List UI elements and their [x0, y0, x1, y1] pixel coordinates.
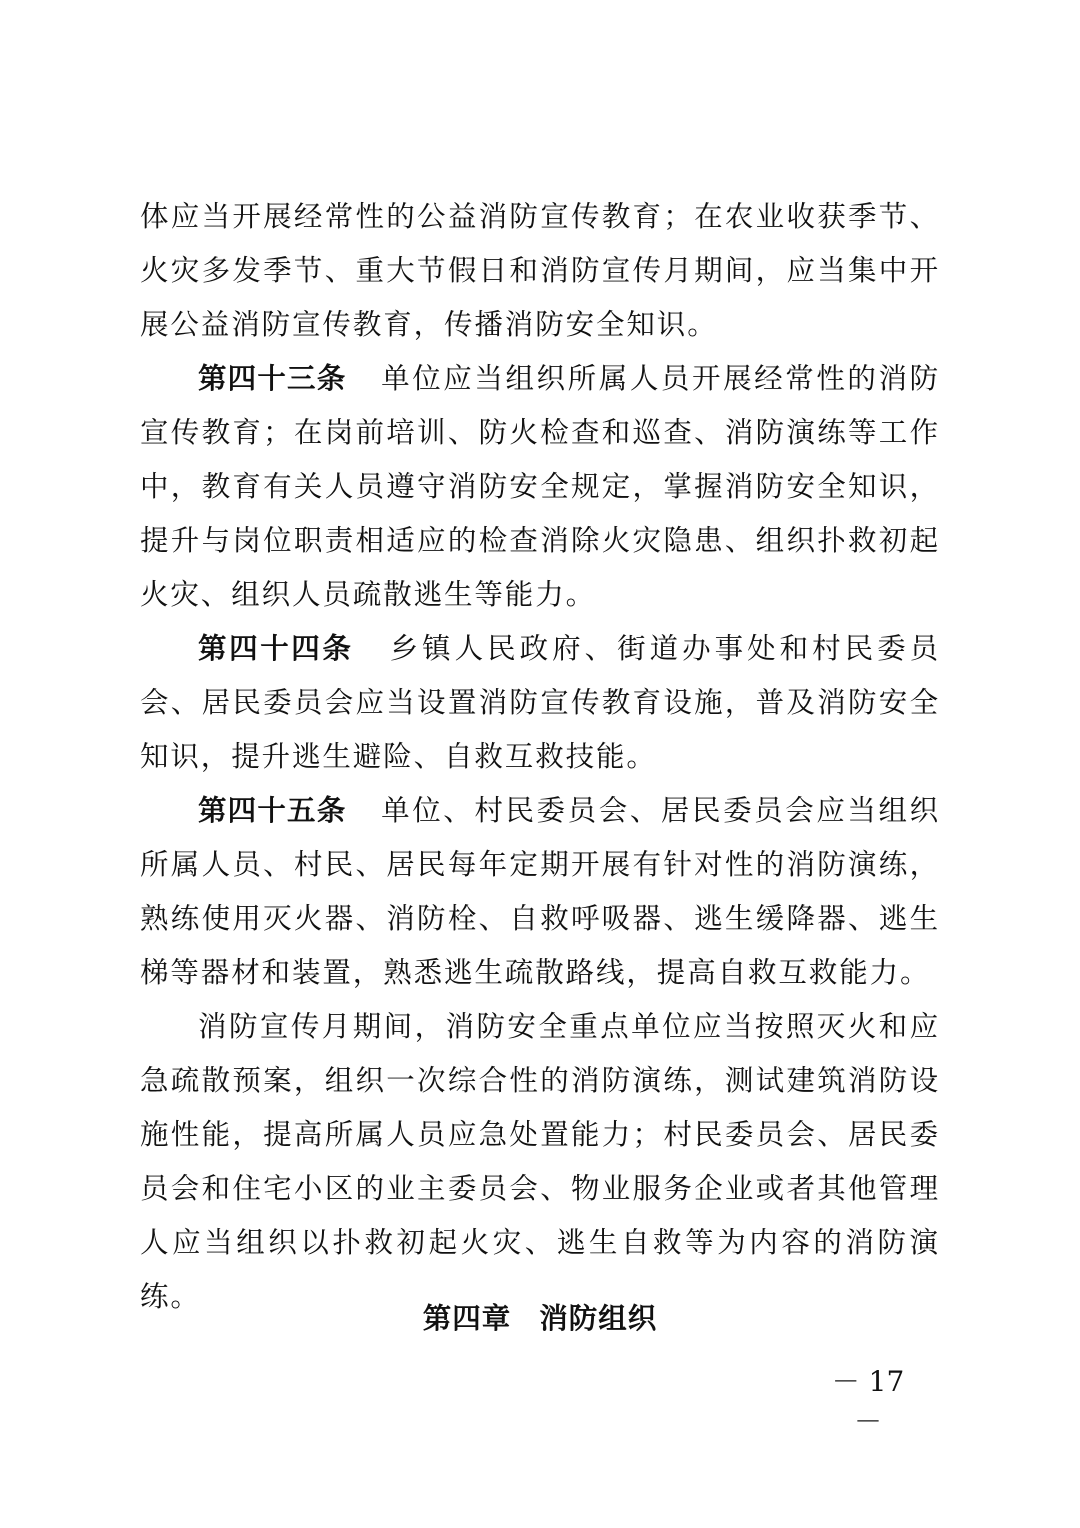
chapter-number: 第四章	[422, 1302, 512, 1335]
paragraph-continued	[140, 190, 940, 352]
paragraph-text: 单位应当组织所属人员开展经常性的消防宣传教育；在岗前培训、防火检查和巡查、消防演练等工作中，教育有关人员遵守消防安全规定，掌握消防安全知识，提升与岗位职责相适应的检查消除火灾隐患、组织扑救初起火灾、组织人员疏散逃生等能力。	[140, 362, 940, 611]
article-number: 第四十五条	[198, 794, 347, 827]
chapter-heading	[0, 1296, 1080, 1337]
article-44	[140, 622, 940, 784]
article-45-paragraph-2	[140, 1000, 940, 1324]
article-number: 第四十四条	[198, 632, 354, 665]
article-45	[140, 784, 940, 1000]
paragraph-text: 单位、村民委员会、居民委员会应当组织所属人员、村民、居民每年定期开展有针对性的消防演练，熟练使用灭火器、消防栓、自救呼吸器、逃生缓降器、逃生梯等器材和装置，熟悉逃生疏散路线，提高自救互救能力。	[140, 794, 940, 989]
paragraph-text: 乡镇人民政府、街道办事处和村民委员会、居民委员会应当设置消防宣传教育设施，普及消防安全知识，提升逃生避险、自救互救技能。	[140, 632, 940, 773]
article-number: 第四十三条	[198, 362, 347, 395]
article-43	[140, 352, 940, 622]
page-number: － 17 －	[831, 1365, 905, 1438]
paragraph-text: 消防宣传月期间，消防安全重点单位应当按照灭火和应急疏散预案，组织一次综合性的消防演练，测试建筑消防设施性能，提高所属人员应急处置能力；村民委员会、居民委员会和住宅小区的业主委员会、物业服务企业或者其他管理人应当组织以扑救初起火灾、逃生自救等为内容的消防演练。	[140, 1010, 940, 1313]
article-body	[140, 190, 940, 1324]
paragraph-text: 体应当开展经常性的公益消防宣传教育；在农业收获季节、火灾多发季节、重大节假日和消防宣传月期间，应当集中开展公益消防宣传教育，传播消防安全知识。	[140, 200, 940, 341]
chapter-title: 消防组织	[539, 1302, 658, 1335]
